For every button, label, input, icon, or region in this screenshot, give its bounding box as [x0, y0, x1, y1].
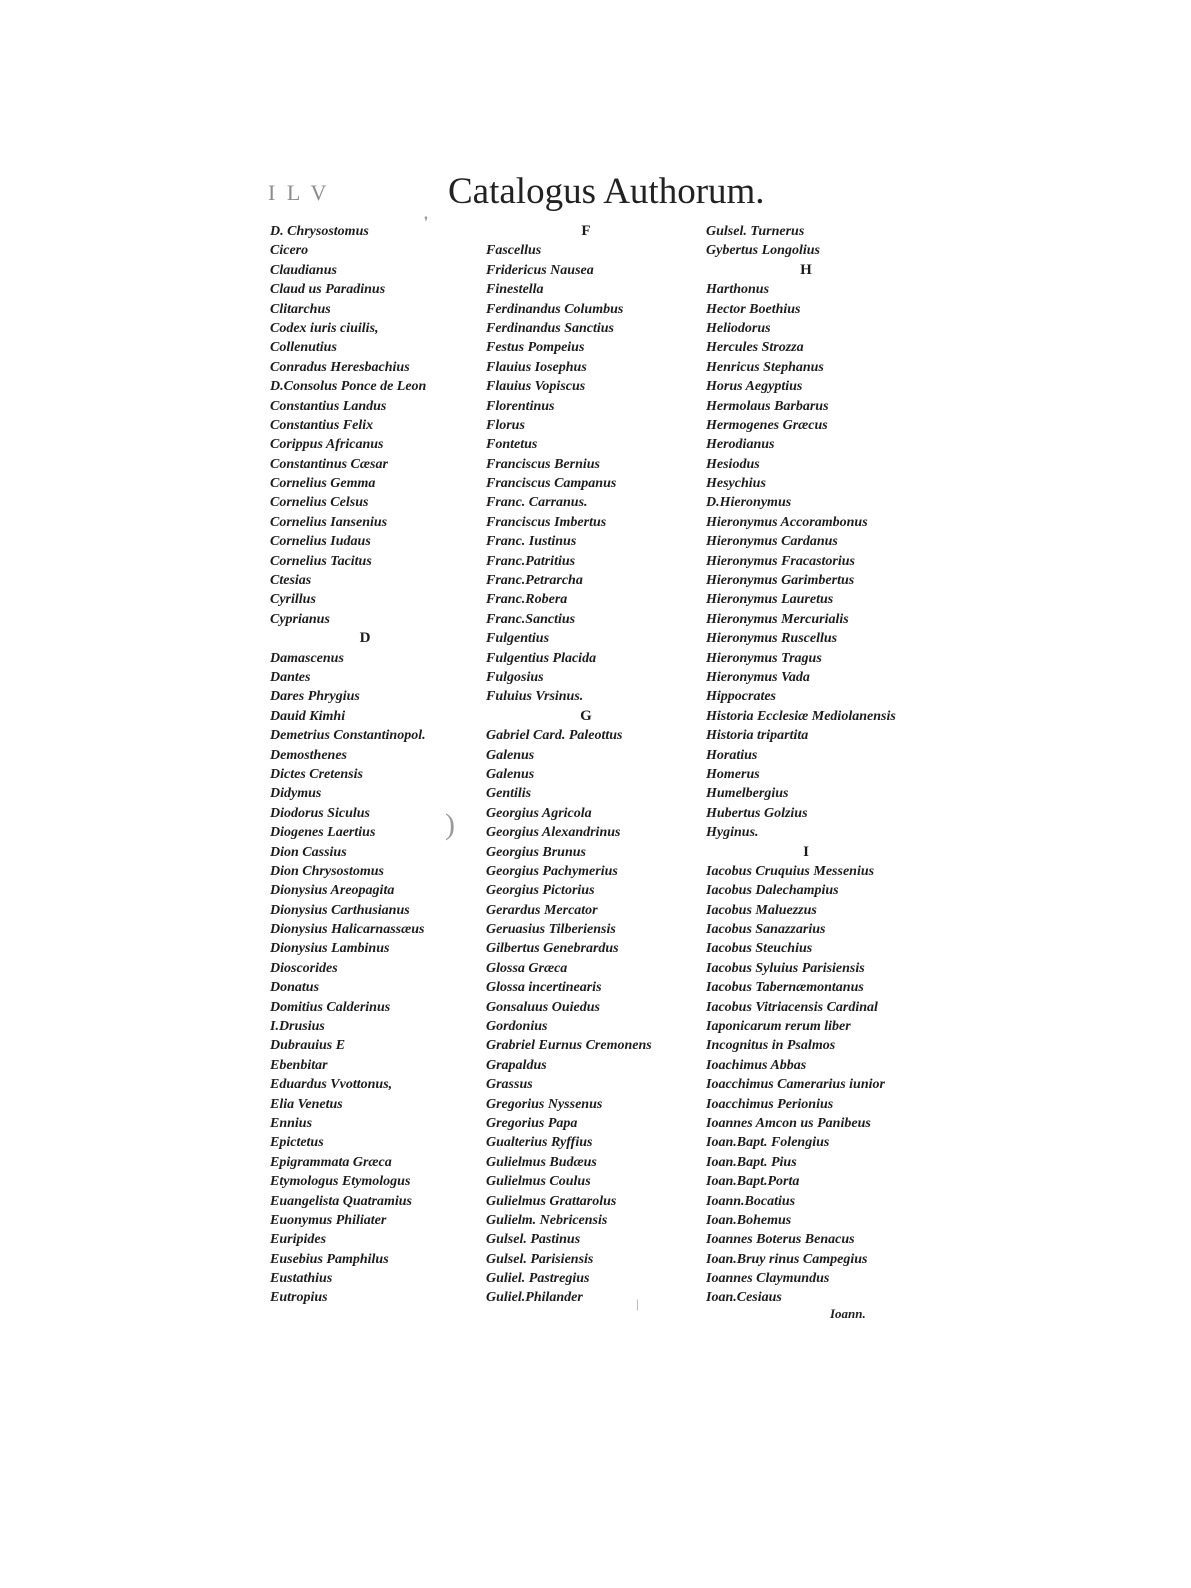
author-entry: Glossa Græca: [486, 960, 568, 976]
author-entry: Euangelista Quatramius: [270, 1193, 412, 1209]
author-entry: Flauius Vopiscus: [486, 379, 586, 395]
author-entry: Gulielmus Grattarolus: [486, 1193, 617, 1209]
author-entry: Cornelius Tacitus: [270, 553, 372, 569]
author-entry: Collenutius: [270, 340, 337, 356]
author-entry: Hieronymus Fracastorius: [706, 553, 855, 569]
author-entry: Hieronymus Accorambonus: [706, 514, 868, 530]
author-entry: Hyginus.: [706, 825, 759, 841]
author-entry: Constantius Felix: [270, 417, 374, 433]
author-entry: Dionysius Carthusianus: [270, 902, 410, 918]
author-entry: Ioann.Bocatius: [706, 1193, 796, 1209]
author-entry: Ferdinandus Columbus: [486, 301, 624, 317]
author-entry: Dares Phrygius: [270, 689, 360, 705]
author-entry: Gulsel. Pastinus: [486, 1232, 581, 1248]
author-entry: Guliel.Philander: [486, 1290, 583, 1306]
author-entry: Hippocrates: [706, 689, 776, 705]
author-entry: Hieronymus Ruscellus: [706, 631, 838, 647]
author-entry: Ioan.Bapt. Folengius: [706, 1135, 830, 1151]
author-entry: Iacobus Maluezzus: [706, 902, 817, 918]
author-entry: Hieronymus Cardanus: [706, 534, 838, 550]
author-entry: Domitius Calderinus: [270, 999, 391, 1015]
author-entry: Grapaldus: [486, 1057, 547, 1073]
author-entry: Gerardus Mercator: [486, 902, 598, 918]
author-entry: Demetrius Constantinopol.: [270, 728, 426, 744]
section-letter: G: [580, 707, 592, 724]
column-1: [270, 222, 500, 1308]
author-entry: Ctesias: [270, 573, 312, 589]
author-entry: Humelbergius: [706, 786, 789, 802]
author-entry: Finestella: [486, 282, 544, 298]
author-entry: Franc.Robera: [486, 592, 568, 608]
author-entry: Iacobus Vitriacensis Cardinal: [706, 999, 878, 1015]
author-entry: Dantes: [270, 669, 311, 685]
author-entry: Hieronymus Vada: [706, 669, 810, 685]
author-entry: Fulgentius: [486, 631, 550, 647]
author-entry: Hubertus Golzius: [706, 805, 808, 821]
author-entry: Epictetus: [270, 1135, 324, 1151]
author-entry: Dionysius Areopagita: [270, 883, 395, 899]
author-entry: Clitarchus: [270, 301, 331, 317]
author-entry: Hieronymus Garimbertus: [706, 573, 855, 589]
author-entry: Cornelius Iansenius: [270, 514, 388, 530]
page-header: [268, 170, 908, 220]
author-entry: Gualterius Ryffius: [486, 1135, 593, 1151]
author-entry: Flauius Iosephus: [486, 359, 587, 375]
author-entry: Ioan.Cesiaus: [706, 1290, 782, 1306]
author-entry: Cyrillus: [270, 592, 316, 608]
author-entry: Dion Chrysostomus: [270, 863, 384, 879]
author-entry: Etymologus Etymologus: [270, 1174, 411, 1190]
author-entry: Dion Cassius: [270, 844, 347, 860]
author-entry: Gulielmus Budæus: [486, 1154, 597, 1170]
author-entry: Diodorus Siculus: [270, 805, 370, 821]
author-entry: Dubrauius E: [270, 1038, 346, 1054]
author-entry: Florus: [486, 417, 525, 433]
author-entry: Ioacchimus Perionius: [706, 1096, 834, 1112]
author-entry: Iacobus Sanazzarius: [706, 922, 826, 938]
author-entry: Ferdinandus Sanctius: [486, 320, 614, 336]
author-entry: Euonymus Philiater: [270, 1212, 387, 1228]
author-entry: Ioan.Bruy rinus Campegius: [706, 1251, 868, 1267]
author-entry: Claudianus: [270, 262, 337, 278]
author-entry: Harthonus: [706, 282, 770, 298]
author-entry: Herodianus: [706, 437, 775, 453]
section-letter: F: [581, 223, 591, 239]
catchword: Ioann.: [830, 1306, 866, 1321]
author-entry: Diogenes Laertius: [270, 825, 376, 841]
author-entry: Heliodorus: [706, 320, 771, 336]
author-entry: Gulsel. Turnerus: [706, 224, 805, 239]
author-entry: Didymus: [270, 786, 322, 802]
author-entry: Ioan.Bapt.Porta: [706, 1174, 800, 1190]
author-entry: Hesiodus: [706, 456, 760, 472]
author-entry: Gulielmus Coulus: [486, 1174, 591, 1190]
author-entry: Corippus Africanus: [270, 437, 384, 453]
author-entry: Henricus Stephanus: [706, 359, 824, 375]
author-entry: Euripides: [270, 1232, 327, 1248]
author-entry: Dauid Kimhi: [270, 708, 346, 724]
author-entry: Franciscus Bernius: [486, 456, 600, 472]
author-entry: Horus Aegyptius: [706, 379, 803, 395]
author-entry: Ioachimus Abbas: [706, 1057, 807, 1073]
author-entry: Fontetus: [486, 437, 538, 453]
author-entry: Ioannes Boterus Benacus: [706, 1232, 855, 1248]
author-entry: Hieronymus Lauretus: [706, 592, 834, 608]
author-entry: Constantinus Cæsar: [270, 456, 388, 472]
column-3: [706, 222, 936, 1308]
author-entry: Gregorius Nyssenus: [486, 1096, 603, 1112]
author-entry: Dionysius Halicarnassæus: [270, 922, 425, 938]
author-entry: Geruasius Tilberiensis: [486, 922, 616, 938]
section-letter: I: [803, 843, 809, 860]
author-entry: Dictes Cretensis: [270, 766, 363, 782]
author-entry: Ioannes Amcon us Panibeus: [706, 1115, 871, 1131]
section-letter: D: [359, 630, 371, 647]
author-entry: Ioannes Claymundus: [706, 1271, 830, 1287]
author-entry: Cornelius Iudaus: [270, 534, 371, 550]
author-entry: Gregorius Papa: [486, 1115, 578, 1131]
author-entry: Iacobus Tabernæmontanus: [706, 980, 864, 996]
author-entry: Dioscorides: [270, 960, 338, 976]
author-entry: Gonsaluus Ouiedus: [486, 999, 600, 1015]
section-letter: H: [800, 261, 812, 278]
author-entry: Hieronymus Tragus: [706, 650, 822, 666]
author-entry: Fulgentius Placida: [486, 650, 597, 666]
author-entry: Codex iuris ciuilis,: [270, 320, 379, 336]
author-entry: Festus Pompeius: [486, 340, 585, 356]
author-entry: Historia tripartita: [706, 728, 809, 744]
author-entry: D.Consolus Ponce de Leon: [270, 379, 427, 395]
author-entry: Demosthenes: [270, 747, 347, 763]
author-entry: Iacobus Cruquius Messenius: [706, 863, 875, 879]
author-entry: Galenus: [486, 747, 535, 763]
author-entry: Damascenus: [270, 650, 344, 666]
author-entry: Gilbertus Genebrardus: [486, 941, 619, 957]
author-entry: I.Drusius: [270, 1019, 325, 1035]
author-entry: Eduardus Vvottonus,: [270, 1077, 393, 1093]
author-entry: Hieronymus Mercurialis: [706, 611, 849, 627]
author-entry: Eutropius: [270, 1290, 328, 1306]
author-entry: Ennius: [270, 1115, 313, 1131]
author-entry: Glossa incertinearis: [486, 980, 602, 996]
author-entry: Florentinus: [486, 398, 555, 414]
author-entry: Hermolaus Barbarus: [706, 398, 829, 414]
author-entry: Grabriel Eurnus Cremonens: [486, 1038, 652, 1054]
author-entry: Franciscus Imbertus: [486, 514, 607, 530]
author-entry: D. Chrysostomus: [270, 224, 369, 239]
author-entry: Cornelius Celsus: [270, 495, 369, 511]
author-entry: Gordonius: [486, 1019, 548, 1035]
author-entry: Grassus: [486, 1077, 533, 1093]
author-entry: Franciscus Campanus: [486, 476, 617, 492]
author-entry: Iacobus Dalechampius: [706, 883, 839, 899]
author-entry: Hector Boethius: [706, 301, 801, 317]
author-entry: Constantius Landus: [270, 398, 387, 414]
author-entry: Gulsel. Parisiensis: [486, 1251, 594, 1267]
author-entry: Epigrammata Græca: [270, 1154, 392, 1170]
author-entry: Franc.Patritius: [486, 553, 576, 569]
author-entry: Georgius Agricola: [486, 805, 592, 821]
author-entry: Cyprianus: [270, 611, 330, 627]
author-entry: Fascellus: [486, 243, 542, 259]
author-entry: Hercules Strozza: [706, 340, 804, 356]
author-entry: Gulielm. Nebricensis: [486, 1212, 608, 1228]
author-entry: Incognitus in Psalmos: [706, 1038, 836, 1054]
author-entry: Franc. Iustinus: [486, 534, 577, 550]
author-entry: Claud us Paradinus: [270, 282, 386, 298]
author-entry: Elia Venetus: [270, 1096, 343, 1112]
author-entry: Conradus Heresbachius: [270, 359, 410, 375]
ink-speck: |: [636, 1296, 639, 1311]
column-2: [486, 222, 716, 1308]
author-entry: Cicero: [270, 243, 309, 259]
author-entry: Fulgosius: [486, 669, 544, 685]
ink-speck: ): [445, 808, 455, 841]
author-entry: Ioan.Bapt. Pius: [706, 1154, 797, 1170]
author-entry: Homerus: [706, 766, 760, 782]
author-entry: Gabriel Card. Paleottus: [486, 728, 623, 744]
author-entry: Franc.Sanctius: [486, 611, 576, 627]
author-entry: Georgius Pictorius: [486, 883, 595, 899]
author-entry: Fuluius Vrsinus.: [486, 689, 584, 705]
author-entry: Gybertus Longolius: [706, 243, 820, 259]
author-entry: Guliel. Pastregius: [486, 1271, 590, 1287]
author-entry: Ioacchimus Camerarius iunior: [706, 1077, 885, 1093]
author-entry: Georgius Pachymerius: [486, 863, 618, 879]
author-entry: Franc. Carranus.: [486, 495, 588, 511]
author-entry: Iacobus Syluius Parisiensis: [706, 960, 865, 976]
author-entry: Galenus: [486, 766, 535, 782]
page-title: Catalogus Authorum.: [448, 171, 765, 212]
author-entry: Cornelius Gemma: [270, 476, 376, 492]
author-entry: Fridericus Nausea: [486, 262, 594, 278]
author-entry: Historia Ecclesiæ Mediolanensis: [706, 708, 896, 724]
author-entry: Gentilis: [486, 786, 532, 802]
author-entry: Eustathius: [270, 1271, 333, 1287]
author-entry: Eusebius Pamphilus: [270, 1251, 389, 1267]
author-entry: Franc.Petrarcha: [486, 573, 583, 589]
author-entry: Dionysius Lambinus: [270, 941, 390, 957]
header-ornament: I L V: [268, 180, 330, 205]
ink-speck: ❜: [424, 214, 429, 229]
author-entry: Iaponicarum rerum liber: [706, 1019, 851, 1035]
author-entry: Hermogenes Græcus: [706, 417, 828, 433]
author-entry: Ioan.Bohemus: [706, 1212, 792, 1228]
author-entry: Georgius Brunus: [486, 844, 586, 860]
author-entry: Hesychius: [706, 476, 766, 492]
author-entry: Horatius: [706, 747, 758, 763]
author-entry: Georgius Alexandrinus: [486, 825, 621, 841]
author-entry: Iacobus Steuchius: [706, 941, 813, 957]
author-entry: Ebenbitar: [270, 1057, 328, 1073]
author-entry: Donatus: [270, 980, 320, 996]
author-entry: D.Hieronymus: [706, 495, 792, 511]
